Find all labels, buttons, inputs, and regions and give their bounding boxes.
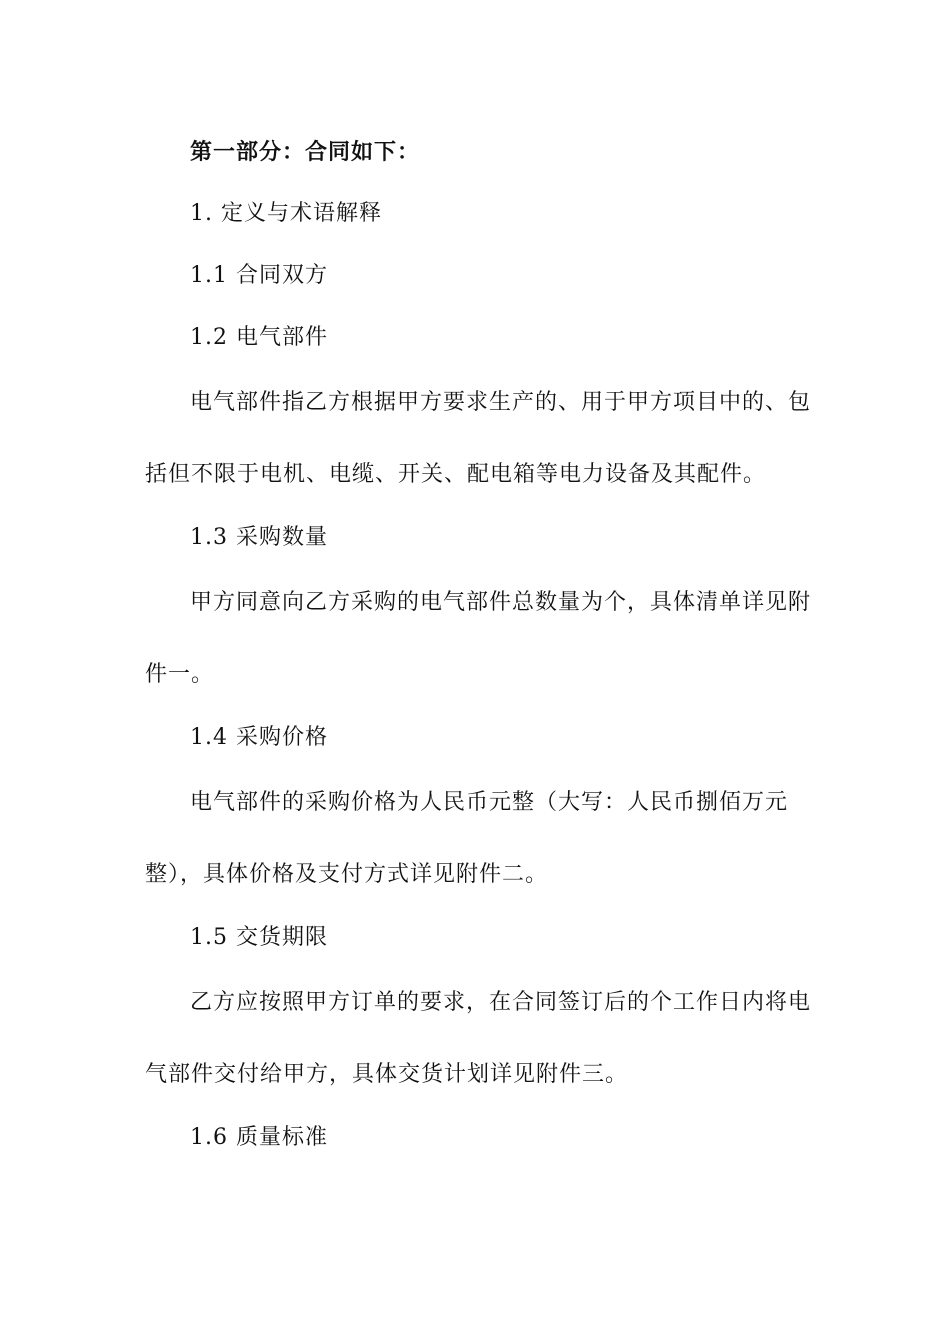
clause-1-1-title: 1.1 合同双方 [190, 263, 328, 288]
clause-1-5-text-line-1: 乙方应按照甲方订单的要求，在合同签订后的个工作日内将电 [190, 990, 812, 1015]
clause-1-6-title: 1.6 质量标准 [190, 1125, 328, 1150]
clause-1-3-text-line-2: 件一。 [145, 662, 215, 687]
clause-1-2-text-line-2: 括但不限于电机、电缆、开关、配电箱等电力设备及其配件。 [145, 462, 767, 487]
clause-1-title: 1. 定义与术语解释 [190, 201, 382, 226]
clause-1-2-text-line-1: 电气部件指乙方根据甲方要求生产的、用于甲方项目中的、包 [190, 390, 812, 415]
clause-1-3-text-line-1: 甲方同意向乙方采购的电气部件总数量为个，具体清单详见附 [190, 590, 812, 615]
clause-1-2-title: 1.2 电气部件 [190, 325, 328, 350]
clause-1-4-text-line-2: 整），具体价格及支付方式详见附件二。 [145, 862, 549, 887]
clause-1-4-title: 1.4 采购价格 [190, 725, 328, 750]
clause-1-5-text-line-2: 气部件交付给甲方，具体交货计划详见附件三。 [145, 1062, 629, 1087]
clause-1-4-text-line-1: 电气部件的采购价格为人民币元整（大写：人民币捌佰万元 [190, 790, 789, 815]
clause-1-5-title: 1.5 交货期限 [190, 925, 328, 950]
clause-1-3-title: 1.3 采购数量 [190, 525, 328, 550]
section-heading: 第一部分：合同如下： [190, 139, 421, 165]
